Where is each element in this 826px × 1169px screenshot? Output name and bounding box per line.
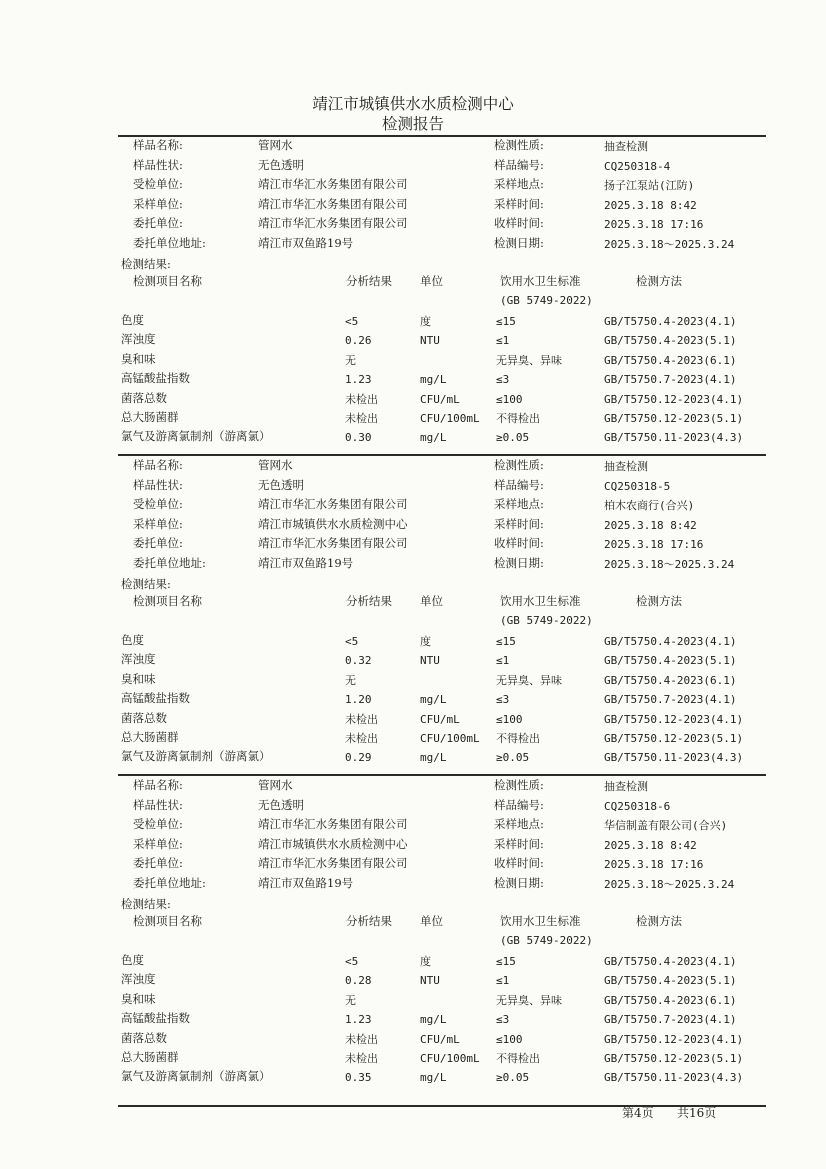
results-label: 检测结果: [121, 577, 171, 591]
entrust-address-value: 靖江市双鱼路19号 [258, 555, 354, 570]
cell-item: 总大肠菌群 [121, 410, 179, 424]
cell-method: GB/T5750.12-2023(5.1) [604, 732, 744, 745]
cell-method: GB/T5750.12-2023(4.1) [604, 392, 744, 406]
column-header-standard: 饮用水卫生标准 [500, 914, 581, 928]
cell-unit: CFU/100mL [420, 732, 480, 745]
column-header-unit: 单位 [420, 594, 443, 608]
cell-standard: ≤1 [496, 974, 510, 988]
test-date-label: 检测日期: [494, 555, 544, 570]
cell-unit: CFU/mL [420, 392, 460, 406]
cell-standard: ≥0.05 [496, 431, 530, 445]
entrust-address-value: 靖江市双鱼路19号 [258, 235, 354, 250]
cell-unit: NTU [420, 334, 440, 348]
column-header-standard: 饮用水卫生标准 [500, 274, 581, 288]
cell-unit: mg/L [420, 1071, 447, 1085]
cell-result: <5 [345, 315, 359, 328]
sampling-site-label: 采样地点: [494, 497, 544, 511]
sampling-time-label: 采样时间: [494, 196, 544, 211]
cell-standard: 不得检出 [496, 412, 540, 425]
cell-item: 菌落总数 [121, 1030, 167, 1045]
sample-property-value: 无色透明 [258, 797, 304, 812]
column-header-unit: 单位 [420, 914, 443, 928]
cell-method: GB/T5750.4-2023(4.1) [604, 955, 737, 968]
cell-method: GB/T5750.4-2023(6.1) [604, 993, 737, 1007]
cell-method: GB/T5750.12-2023(4.1) [604, 1032, 744, 1046]
sample-name-label: 样品名称: [133, 138, 183, 152]
receive-time-value: 2025.3.18 17:16 [604, 538, 704, 551]
sampling-site-value: 扬子江泵站(江防) [604, 179, 695, 192]
sampling-unit-value: 靖江市华汇水务集团有限公司 [258, 196, 408, 211]
cell-result: 1.20 [345, 693, 372, 707]
cell-result: 0.30 [345, 431, 372, 445]
test-nature-label: 检测性质: [494, 778, 544, 792]
entrust-address-label: 委托单位地址: [133, 555, 206, 570]
report-title: 检测报告 [381, 115, 444, 133]
cell-item: 臭和味 [121, 671, 156, 686]
sampling-time-value: 2025.3.18 8:42 [604, 198, 697, 212]
cell-result: 0.32 [345, 654, 372, 668]
cell-method: GB/T5750.4-2023(5.1) [604, 974, 737, 988]
cell-unit: CFU/mL [420, 1032, 460, 1046]
cell-result: 未检出 [345, 732, 378, 745]
test-date-label: 检测日期: [494, 875, 544, 890]
sample-name-value: 管网水 [258, 458, 293, 472]
sampling-unit-label: 采样单位: [133, 516, 183, 531]
sample-name-value: 管网水 [258, 778, 293, 792]
org-title: 靖江市城镇供水水质检测中心 [312, 95, 514, 113]
cell-unit: NTU [420, 974, 440, 988]
cell-standard: ≤100 [496, 1032, 523, 1046]
cell-unit: CFU/100mL [420, 1052, 480, 1065]
cell-result: 未检出 [345, 1032, 378, 1046]
cell-method: GB/T5750.4-2023(5.1) [604, 334, 737, 348]
sample-number-label: 样品编号: [494, 477, 544, 492]
cell-result: 无 [345, 993, 356, 1007]
top-rule [118, 135, 766, 137]
inspected-unit-value: 靖江市华汇水务集团有限公司 [258, 817, 408, 831]
cell-item: 总大肠菌群 [121, 730, 179, 744]
sample-property-label: 样品性状: [133, 157, 183, 172]
column-header-method: 检测方法 [636, 594, 682, 608]
column-header-result: 分析结果 [346, 594, 392, 608]
sample-name-value: 管网水 [258, 138, 293, 152]
section-divider [118, 454, 766, 456]
cell-unit: 度 [420, 955, 431, 968]
cell-standard: ≤3 [496, 373, 510, 387]
column-header-result: 分析结果 [346, 914, 392, 928]
cell-standard: 不得检出 [496, 732, 540, 745]
cell-unit: mg/L [420, 751, 447, 765]
entrust-address-label: 委托单位地址: [133, 235, 206, 250]
test-nature-value: 抽查检测 [604, 460, 648, 473]
test-date-value: 2025.3.18～2025.3.24 [604, 237, 735, 251]
sample-number-label: 样品编号: [494, 797, 544, 812]
test-nature-value: 抽查检测 [604, 780, 648, 793]
cell-result: 无 [345, 353, 356, 367]
column-header-method: 检测方法 [636, 914, 682, 928]
receive-time-value: 2025.3.18 17:16 [604, 858, 704, 871]
cell-item: 高锰酸盐指数 [121, 1011, 190, 1026]
entrust-unit-label: 委托单位: [133, 856, 183, 870]
cell-unit: CFU/100mL [420, 412, 480, 425]
cell-method: GB/T5750.4-2023(6.1) [604, 353, 737, 367]
entrust-unit-label: 委托单位: [133, 536, 183, 550]
cell-item: 臭和味 [121, 991, 156, 1006]
cell-unit: 度 [420, 635, 431, 648]
cell-method: GB/T5750.12-2023(5.1) [604, 412, 744, 425]
cell-item: 浑浊度 [121, 332, 156, 347]
cell-standard: 不得检出 [496, 1052, 540, 1065]
entrust-unit-label: 委托单位: [133, 216, 183, 230]
test-date-value: 2025.3.18～2025.3.24 [604, 877, 735, 891]
sample-property-value: 无色透明 [258, 477, 304, 492]
cell-method: GB/T5750.11-2023(4.3) [604, 431, 744, 445]
cell-method: GB/T5750.12-2023(4.1) [604, 712, 744, 726]
sampling-unit-label: 采样单位: [133, 196, 183, 211]
results-label: 检测结果: [121, 257, 171, 271]
cell-result: 未检出 [345, 712, 378, 726]
receive-time-value: 2025.3.18 17:16 [604, 218, 704, 231]
cell-item: 氯气及游离氯制剂（游离氯） [121, 1069, 271, 1084]
entrust-unit-value: 靖江市华汇水务集团有限公司 [258, 856, 408, 870]
sample-property-label: 样品性状: [133, 477, 183, 492]
sample-number-value: CQ250318-6 [604, 799, 671, 813]
cell-method: GB/T5750.12-2023(5.1) [604, 1052, 744, 1065]
cell-item: 色度 [121, 953, 144, 967]
cell-standard: ≤1 [496, 334, 510, 348]
cell-unit: 度 [420, 315, 431, 328]
cell-method: GB/T5750.4-2023(4.1) [604, 315, 737, 328]
sampling-site-value: 华信制盖有限公司(合兴) [604, 819, 728, 832]
cell-result: 未检出 [345, 392, 378, 406]
column-header-result: 分析结果 [346, 274, 392, 288]
receive-time-label: 收样时间: [494, 216, 544, 230]
cell-result: 无 [345, 673, 356, 687]
page-total: 共16页 [677, 1106, 717, 1120]
column-header-method: 检测方法 [636, 274, 682, 288]
page-number: 第4页 [622, 1106, 654, 1120]
sampling-time-value: 2025.3.18 8:42 [604, 838, 697, 852]
column-header-item: 检测项目名称 [133, 274, 202, 288]
inspected-unit-value: 靖江市华汇水务集团有限公司 [258, 177, 408, 191]
cell-item: 浑浊度 [121, 972, 156, 987]
column-header-standard-ref: (GB 5749-2022) [500, 934, 593, 947]
cell-result: 0.35 [345, 1071, 372, 1085]
cell-result: 未检出 [345, 412, 378, 425]
sample-number-label: 样品编号: [494, 157, 544, 172]
receive-time-label: 收样时间: [494, 856, 544, 870]
sampling-time-label: 采样时间: [494, 516, 544, 531]
sampling-site-value: 柏木农商行(合兴) [604, 499, 695, 512]
cell-standard: ≤3 [496, 1013, 510, 1027]
cell-standard: 无异臭、异味 [496, 993, 562, 1007]
cell-standard: ≤15 [496, 315, 516, 328]
cell-item: 高锰酸盐指数 [121, 371, 190, 386]
cell-standard: ≤15 [496, 635, 516, 648]
cell-standard: ≥0.05 [496, 751, 530, 765]
sample-property-value: 无色透明 [258, 157, 304, 172]
cell-unit: mg/L [420, 431, 447, 445]
cell-result: 0.28 [345, 974, 372, 988]
cell-item: 高锰酸盐指数 [121, 691, 190, 706]
entrust-address-value: 靖江市双鱼路19号 [258, 875, 354, 890]
test-date-label: 检测日期: [494, 235, 544, 250]
cell-unit: NTU [420, 654, 440, 668]
cell-item: 氯气及游离氯制剂（游离氯） [121, 749, 271, 764]
cell-standard: 无异臭、异味 [496, 673, 562, 687]
test-nature-label: 检测性质: [494, 138, 544, 152]
cell-unit: CFU/mL [420, 712, 460, 726]
cell-item: 色度 [121, 313, 144, 327]
sample-number-value: CQ250318-5 [604, 479, 671, 493]
cell-result: 未检出 [345, 1052, 378, 1065]
entrust-unit-value: 靖江市华汇水务集团有限公司 [258, 216, 408, 230]
sample-property-label: 样品性状: [133, 797, 183, 812]
cell-result: 1.23 [345, 373, 372, 387]
section-divider [118, 774, 766, 776]
sample-name-label: 样品名称: [133, 778, 183, 792]
test-nature-label: 检测性质: [494, 458, 544, 472]
column-header-standard-ref: (GB 5749-2022) [500, 294, 593, 307]
column-header-standard: 饮用水卫生标准 [500, 594, 581, 608]
inspected-unit-value: 靖江市华汇水务集团有限公司 [258, 497, 408, 511]
cell-item: 色度 [121, 633, 144, 647]
sampling-unit-value: 靖江市城镇供水水质检测中心 [258, 836, 408, 851]
cell-result: <5 [345, 955, 359, 968]
cell-result: <5 [345, 635, 359, 648]
cell-standard: ≤100 [496, 712, 523, 726]
cell-result: 1.23 [345, 1013, 372, 1027]
cell-standard: ≥0.05 [496, 1071, 530, 1085]
sampling-site-label: 采样地点: [494, 817, 544, 831]
sampling-unit-label: 采样单位: [133, 836, 183, 851]
cell-standard: ≤3 [496, 693, 510, 707]
cell-result: 0.26 [345, 334, 372, 348]
cell-method: GB/T5750.7-2023(4.1) [604, 373, 737, 387]
entrust-address-label: 委托单位地址: [133, 875, 206, 890]
cell-standard: ≤15 [496, 955, 516, 968]
inspected-unit-label: 受检单位: [133, 177, 183, 191]
cell-method: GB/T5750.11-2023(4.3) [604, 1071, 744, 1085]
results-label: 检测结果: [121, 897, 171, 911]
cell-standard: ≤1 [496, 654, 510, 668]
sampling-unit-value: 靖江市城镇供水水质检测中心 [258, 516, 408, 531]
cell-method: GB/T5750.7-2023(4.1) [604, 693, 737, 707]
cell-method: GB/T5750.7-2023(4.1) [604, 1013, 737, 1027]
sample-name-label: 样品名称: [133, 458, 183, 472]
cell-item: 臭和味 [121, 351, 156, 366]
cell-unit: mg/L [420, 693, 447, 707]
cell-item: 菌落总数 [121, 390, 167, 405]
cell-item: 氯气及游离氯制剂（游离氯） [121, 429, 271, 444]
cell-item: 总大肠菌群 [121, 1050, 179, 1064]
cell-method: GB/T5750.11-2023(4.3) [604, 751, 744, 765]
cell-standard: ≤100 [496, 392, 523, 406]
sampling-time-label: 采样时间: [494, 836, 544, 851]
cell-unit: mg/L [420, 373, 447, 387]
column-header-standard-ref: (GB 5749-2022) [500, 614, 593, 627]
cell-item: 浑浊度 [121, 652, 156, 667]
cell-method: GB/T5750.4-2023(6.1) [604, 673, 737, 687]
test-date-value: 2025.3.18～2025.3.24 [604, 557, 735, 571]
column-header-item: 检测项目名称 [133, 594, 202, 608]
inspected-unit-label: 受检单位: [133, 817, 183, 831]
cell-unit: mg/L [420, 1013, 447, 1027]
cell-result: 0.29 [345, 751, 372, 765]
column-header-unit: 单位 [420, 274, 443, 288]
cell-standard: 无异臭、异味 [496, 353, 562, 367]
bottom-rule [118, 1105, 766, 1107]
column-header-item: 检测项目名称 [133, 914, 202, 928]
sample-number-value: CQ250318-4 [604, 159, 671, 173]
test-nature-value: 抽查检测 [604, 140, 648, 153]
receive-time-label: 收样时间: [494, 536, 544, 550]
inspected-unit-label: 受检单位: [133, 497, 183, 511]
cell-method: GB/T5750.4-2023(5.1) [604, 654, 737, 668]
cell-method: GB/T5750.4-2023(4.1) [604, 635, 737, 648]
entrust-unit-value: 靖江市华汇水务集团有限公司 [258, 536, 408, 550]
cell-item: 菌落总数 [121, 710, 167, 725]
sampling-time-value: 2025.3.18 8:42 [604, 518, 697, 532]
sampling-site-label: 采样地点: [494, 177, 544, 191]
